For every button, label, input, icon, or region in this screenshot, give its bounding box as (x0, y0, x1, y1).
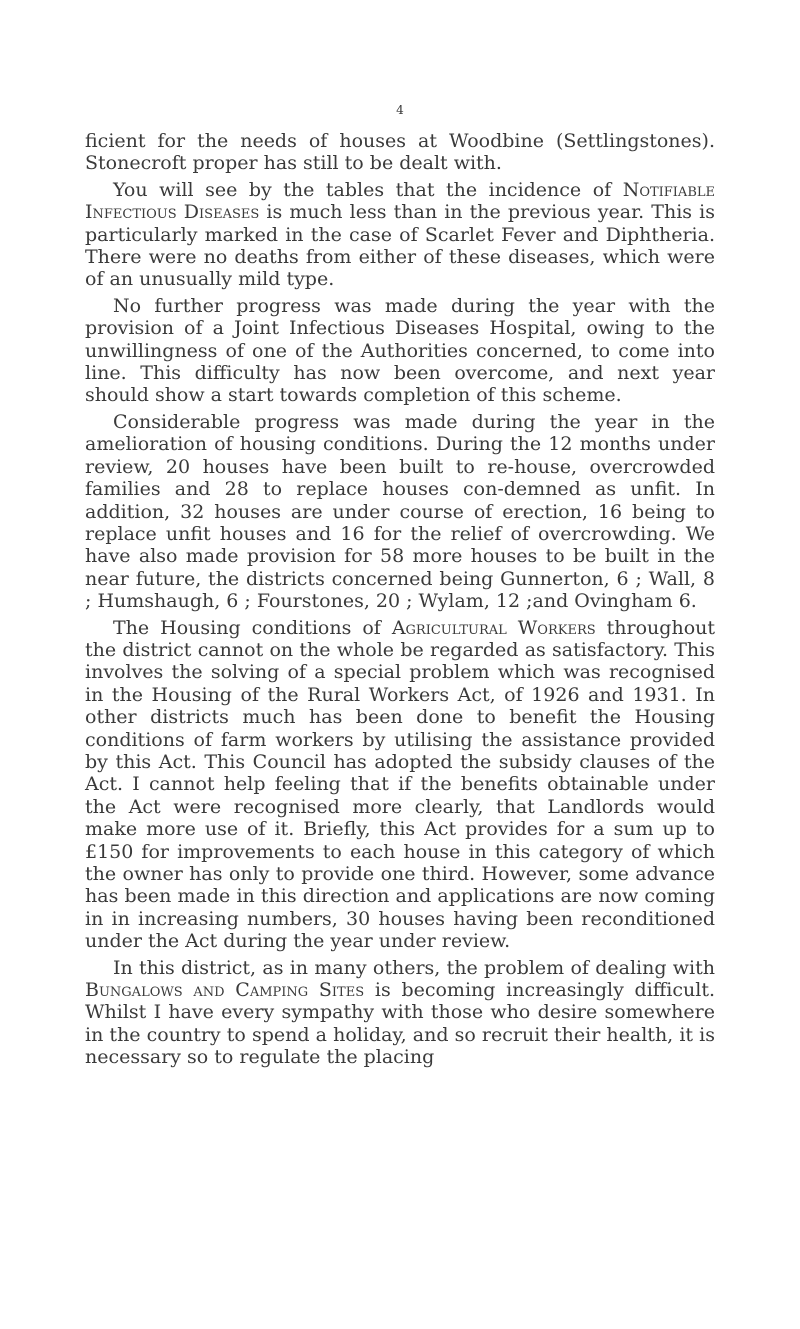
paragraph-6 (85, 957, 715, 1069)
page-number: 4 (396, 103, 404, 117)
small-caps-term: Bungalows and Camping Sites (85, 979, 365, 1002)
text-segment: throughout the district cannot on the whole be regarded as satisfactory. This involves the solving of a special problem which was recognised in the Housing of the Rural Workers Act, of 1926 and 1931. In other districts much has been done to benefit the Housing conditions of farm workers by utilising the assistance provided by this Act. This Council has adopted the subsidy clauses of the Act. I cannot help feeling that if the benefits obtainable under the Act were recognised more clearly, that Landlords would make more use of it. Briefly, this Act provides for a sum up to £150 for improvements to each house in this category of which the owner has only to provide one third. However, some advance has been made in this direction and applications are now coming in in increasing numbers, 30 houses having been reconditioned under the Act during the year under review. (85, 616, 716, 953)
text-segment: You will see by the tables that the incidence of (113, 178, 623, 201)
text-segment: The Housing conditions of (113, 616, 392, 639)
text-segment: Considerable progress was made during the year in the amelioration of housing conditions. During the 12 months under review, 20 houses have been built to re-house, overcrowded families and 28 to replace houses con-demned as unfit. In addition, 32 houses are under course of erection, 16 being to replace unfit houses and 16 for the relief of overcrowding. We have also made provision for 58 more houses to be built in the near future, the districts concerned being Gunnerton, 6 ; Wall, 8 ; Humshaugh, 6 ; Fourstones, 20 ; Wylam, 12 ;and Ovingham 6. (85, 410, 715, 613)
body-text (85, 130, 715, 1073)
paragraph-1 (85, 130, 715, 175)
paragraph-3 (85, 295, 715, 407)
text-segment: is much less than in the previous year. This is particularly marked in the case of Scarlet Fever and Diphtheria. There were no deaths from either of these diseases, which were of an unusually mild type. (85, 201, 715, 291)
text-segment: ficient for the needs of houses at Woodbine (Settlingstones). Stonecroft proper has still to be dealt with. (85, 130, 715, 175)
small-caps-term: Agricultural Workers (391, 616, 596, 639)
small-caps-term: Notifiable Infectious Diseases (85, 178, 715, 224)
text-segment: In this district, as in many others, the problem of dealing with (113, 956, 715, 979)
paragraph-5 (85, 617, 715, 953)
paragraph-4 (85, 411, 715, 613)
text-segment: No further progress was made during the year with the provision of a Joint Infectious Diseases Hospital, owing to the unwillingness of one of the Authorities concerned, to come into line. This difficulty has now been overcome, and next year should show a start towards completion of this scheme. (85, 294, 715, 407)
text-segment: is becoming increasingly difficult. Whilst I have every sympathy with those who desire somewhere in the country to spend a holiday, and so recruit their health, it is necessary so to regulate the placing (85, 979, 715, 1069)
paragraph-2 (85, 179, 715, 291)
